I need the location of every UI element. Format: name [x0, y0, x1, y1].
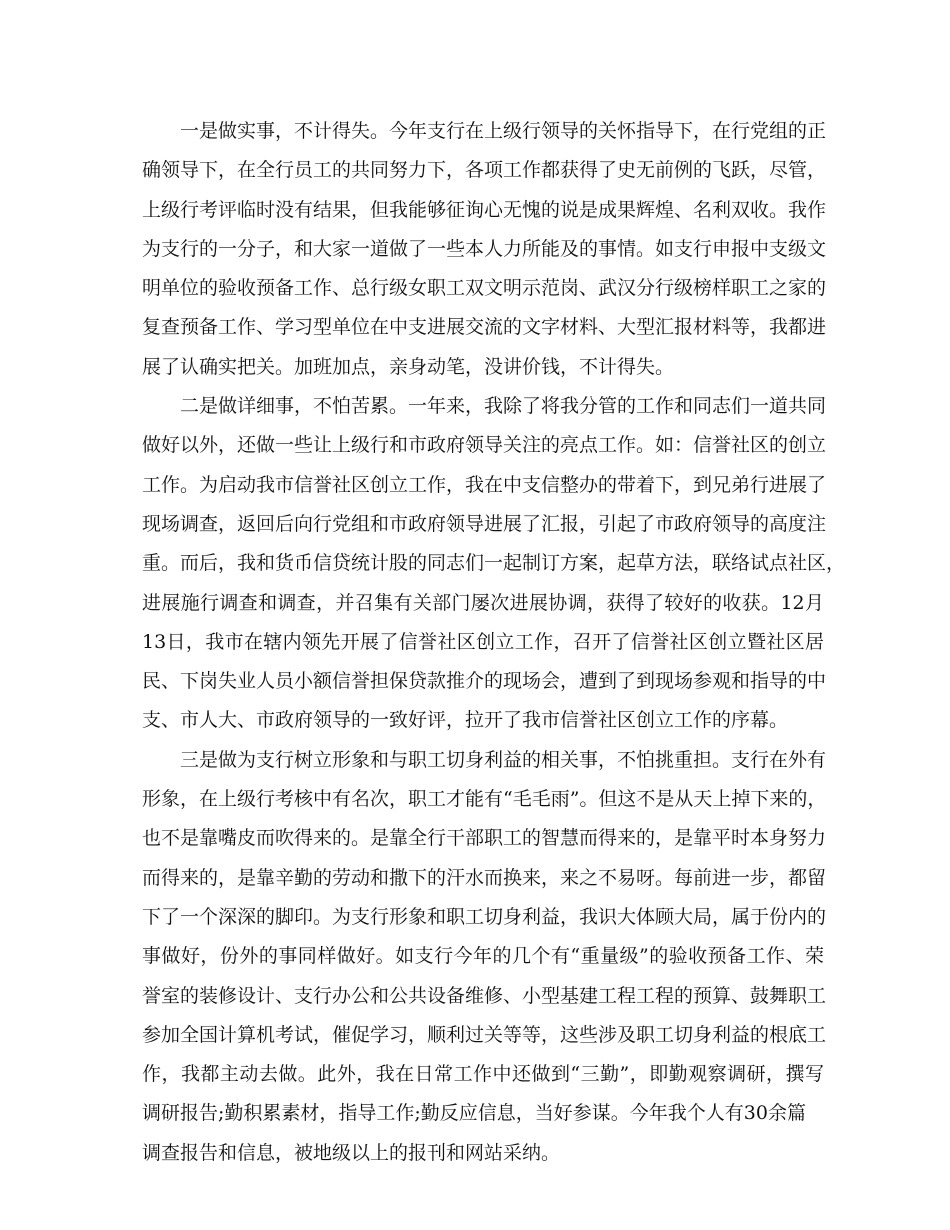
- text-line: 确领导下，在全行员工的共同努力下，各项工作都获得了史无前例的飞跃，尽管，: [142, 159, 827, 182]
- text-line: 事做好，份外的事同样做好。如支行今年的几个有“重量级”的验收预备工作、荣: [142, 945, 824, 968]
- text-line: 进展施行调查和调查，并召集有关部门屡次进展协调，获得了较好的收获。12月: [142, 591, 824, 614]
- text-line: 一是做实事，不计得失。今年支行在上级行领导的关怀指导下，在行党组的正: [180, 120, 827, 142]
- text-line: 形象，在上级行考核中有名次，职工才能有“毛毛雨”。但这不是从天上掉下来的，: [142, 788, 827, 811]
- text-line: 调研报告;勤积累素材，指导工作;勤反应信息，当好参谋。今年我个人有30余篇: [142, 1102, 806, 1125]
- text-line: 也不是靠嘴皮而吹得来的。是靠全行干部职工的智慧而得来的，是靠平时本身努力: [142, 827, 827, 850]
- text-line: 调查报告和信息，被地级以上的报刊和网站采纳。: [142, 1141, 561, 1164]
- paragraph-3: [142, 741, 827, 1173]
- text-line: 支、市人大、市政府领导的一致好评，拉开了我市信誉社区创立工作的序幕。: [142, 709, 789, 732]
- paragraph-2: [142, 387, 846, 741]
- text-line: 明单位的验收预备工作、总行级女职工双文明示范岗、武汉分行级榜样职工之家的: [142, 277, 827, 300]
- text-line: 复查预备工作、学习型单位在中支进展交流的文字材料、大型汇报材料等，我都进: [142, 316, 827, 339]
- text-line: 上级行考评临时没有结果，但我能够征询心无愧的说是成果辉煌、名利双收。我作: [142, 198, 827, 221]
- text-line: 三是做为支行树立形象和与职工切身利益的相关事，不怕挑重担。支行在外有: [180, 748, 827, 771]
- document-body: [142, 112, 846, 1173]
- text-line: 现场调查，返回后向行党组和市政府领导进展了汇报，引起了市政府领导的高度注: [142, 512, 827, 535]
- text-line: 而得来的，是靠辛勤的劳动和撒下的汗水而换来，来之不易呀。每前进一步，都留: [142, 866, 827, 889]
- text-line: 誉室的装修设计、支行办公和公共设备维修、小型基建工程工程的预算、鼓舞职工: [142, 984, 827, 1007]
- text-line: 二是做详细事，不怕苦累。一年来，我除了将我分管的工作和同志们一道共同: [180, 395, 827, 418]
- text-line: 工作。为启动我市信誉社区创立工作，我在中支信整办的带着下，到兄弟行进展了: [142, 473, 827, 496]
- text-line: 重。而后，我和货币信贷统计股的同志们一起制订方案，起草方法，联络试点社区，: [142, 552, 846, 575]
- paragraph-1: [142, 112, 827, 387]
- text-line: 民、下岗失业人员小额信誉担保贷款推介的现场会，遭到了到现场参观和指导的中: [142, 670, 827, 693]
- text-line: 展了认确实把关。加班加点，亲身动笔，没讲价钱，不计得失。: [142, 355, 675, 378]
- text-line: 作，我都主动去做。此外，我在日常工作中还做到“三勤”，即勤观察调研，撰写: [142, 1063, 824, 1086]
- text-line: 做好以外，还做一些让上级行和市政府领导关注的亮点工作。如：信誉社区的创立: [142, 434, 827, 457]
- text-line: 13日，我市在辖内领先开展了信誉社区创立工作，召开了信誉社区创立暨社区居: [142, 630, 824, 653]
- text-line: 为支行的一分子，和大家一道做了一些本人力所能及的事情。如支行申报中支级文: [142, 237, 827, 260]
- text-line: 下了一个深深的脚印。为支行形象和职工切身利益，我识大体顾大局，属于份内的: [142, 905, 827, 928]
- text-line: 参加全国计算机考试，催促学习，顺利过关等等，这些涉及职工切身利益的根底工: [142, 1023, 827, 1046]
